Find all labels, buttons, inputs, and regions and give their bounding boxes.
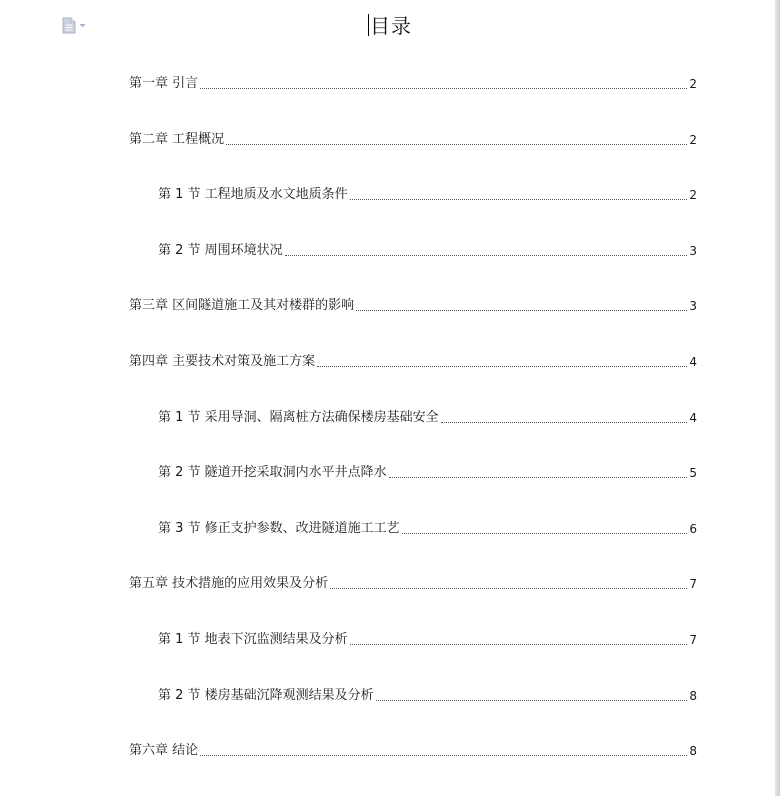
toc-chapter-entry[interactable] xyxy=(129,129,697,149)
toc-entry-label: 第 1 节 地表下沉监测结果及分析 xyxy=(158,632,348,647)
toc-entry-page-number: 2 xyxy=(689,188,697,202)
toc-dot-leader xyxy=(350,644,687,645)
toc-entry-page-number: 6 xyxy=(689,522,697,536)
toc-section-entry[interactable] xyxy=(158,629,697,649)
toc-dot-leader xyxy=(402,533,687,534)
toc-entry-label: 第四章 主要技术对策及施工方案 xyxy=(129,354,316,369)
toc-entry-label: 第 1 节 采用导洞、隔离桩方法确保楼房基础安全 xyxy=(158,410,439,425)
toc-entry-page-number: 3 xyxy=(689,244,697,258)
toc-chapter-entry[interactable] xyxy=(129,740,697,760)
toc-entry-page-number: 8 xyxy=(689,689,697,703)
toc-section-entry[interactable] xyxy=(158,407,697,427)
toc-section-entry[interactable] xyxy=(158,240,697,260)
toc-dot-leader xyxy=(441,422,687,423)
toc-entry-label: 第 2 节 周围环境状况 xyxy=(158,243,283,258)
toc-dot-leader xyxy=(317,366,687,367)
toc-entry-page-number: 2 xyxy=(689,77,697,91)
toc-entry-label: 第五章 技术措施的应用效果及分析 xyxy=(129,576,329,591)
toc-entry-page-number: 7 xyxy=(689,577,697,591)
toc-section-entry[interactable] xyxy=(158,184,697,204)
toc-entry-label: 第 3 节 修正支护参数、改进隧道施工工艺 xyxy=(158,521,400,536)
toc-dot-leader xyxy=(200,755,687,756)
toc-entry-page-number: 2 xyxy=(689,133,697,147)
toc-chapter-entry[interactable] xyxy=(129,73,697,93)
toc-section-entry[interactable] xyxy=(158,518,697,538)
toc-section-entry[interactable] xyxy=(158,685,697,705)
toc-entry-label: 第 2 节 楼房基础沉降观测结果及分析 xyxy=(158,688,374,703)
toc-entry-label: 第六章 结论 xyxy=(129,743,199,758)
toc-dot-leader xyxy=(226,144,687,145)
toc-dot-leader xyxy=(376,700,687,701)
toc-chapter-entry[interactable] xyxy=(129,573,697,593)
page-edge xyxy=(775,0,780,796)
toc-dot-leader xyxy=(330,588,687,589)
toc-dot-leader xyxy=(350,199,687,200)
toc-entry-label: 第 1 节 工程地质及水文地质条件 xyxy=(158,187,348,202)
toc-entry-label: 第三章 区间隧道施工及其对楼群的影响 xyxy=(129,298,355,313)
toc-entry-label: 第一章 引言 xyxy=(129,76,199,91)
document-title-text: 目录 xyxy=(370,14,412,38)
toc-entry-label: 第二章 工程概况 xyxy=(129,132,225,147)
toc-entry-page-number: 8 xyxy=(689,744,697,758)
toc-entry-page-number: 5 xyxy=(689,466,697,480)
toc-entry-page-number: 7 xyxy=(689,633,697,647)
toc-chapter-entry[interactable] xyxy=(129,351,697,371)
toc-dot-leader xyxy=(200,88,687,89)
toc-chapter-entry[interactable] xyxy=(129,295,697,315)
toc-entry-label: 第 2 节 隧道开挖采取洞内水平井点降水 xyxy=(158,465,387,480)
toc-dot-leader xyxy=(389,477,687,478)
toc-dot-leader xyxy=(356,310,687,311)
toc-entry-page-number: 3 xyxy=(689,299,697,313)
toc-entry-page-number: 4 xyxy=(689,411,697,425)
toc-section-entry[interactable] xyxy=(158,462,697,482)
toc-dot-leader xyxy=(285,255,687,256)
toc-entry-page-number: 4 xyxy=(689,355,697,369)
